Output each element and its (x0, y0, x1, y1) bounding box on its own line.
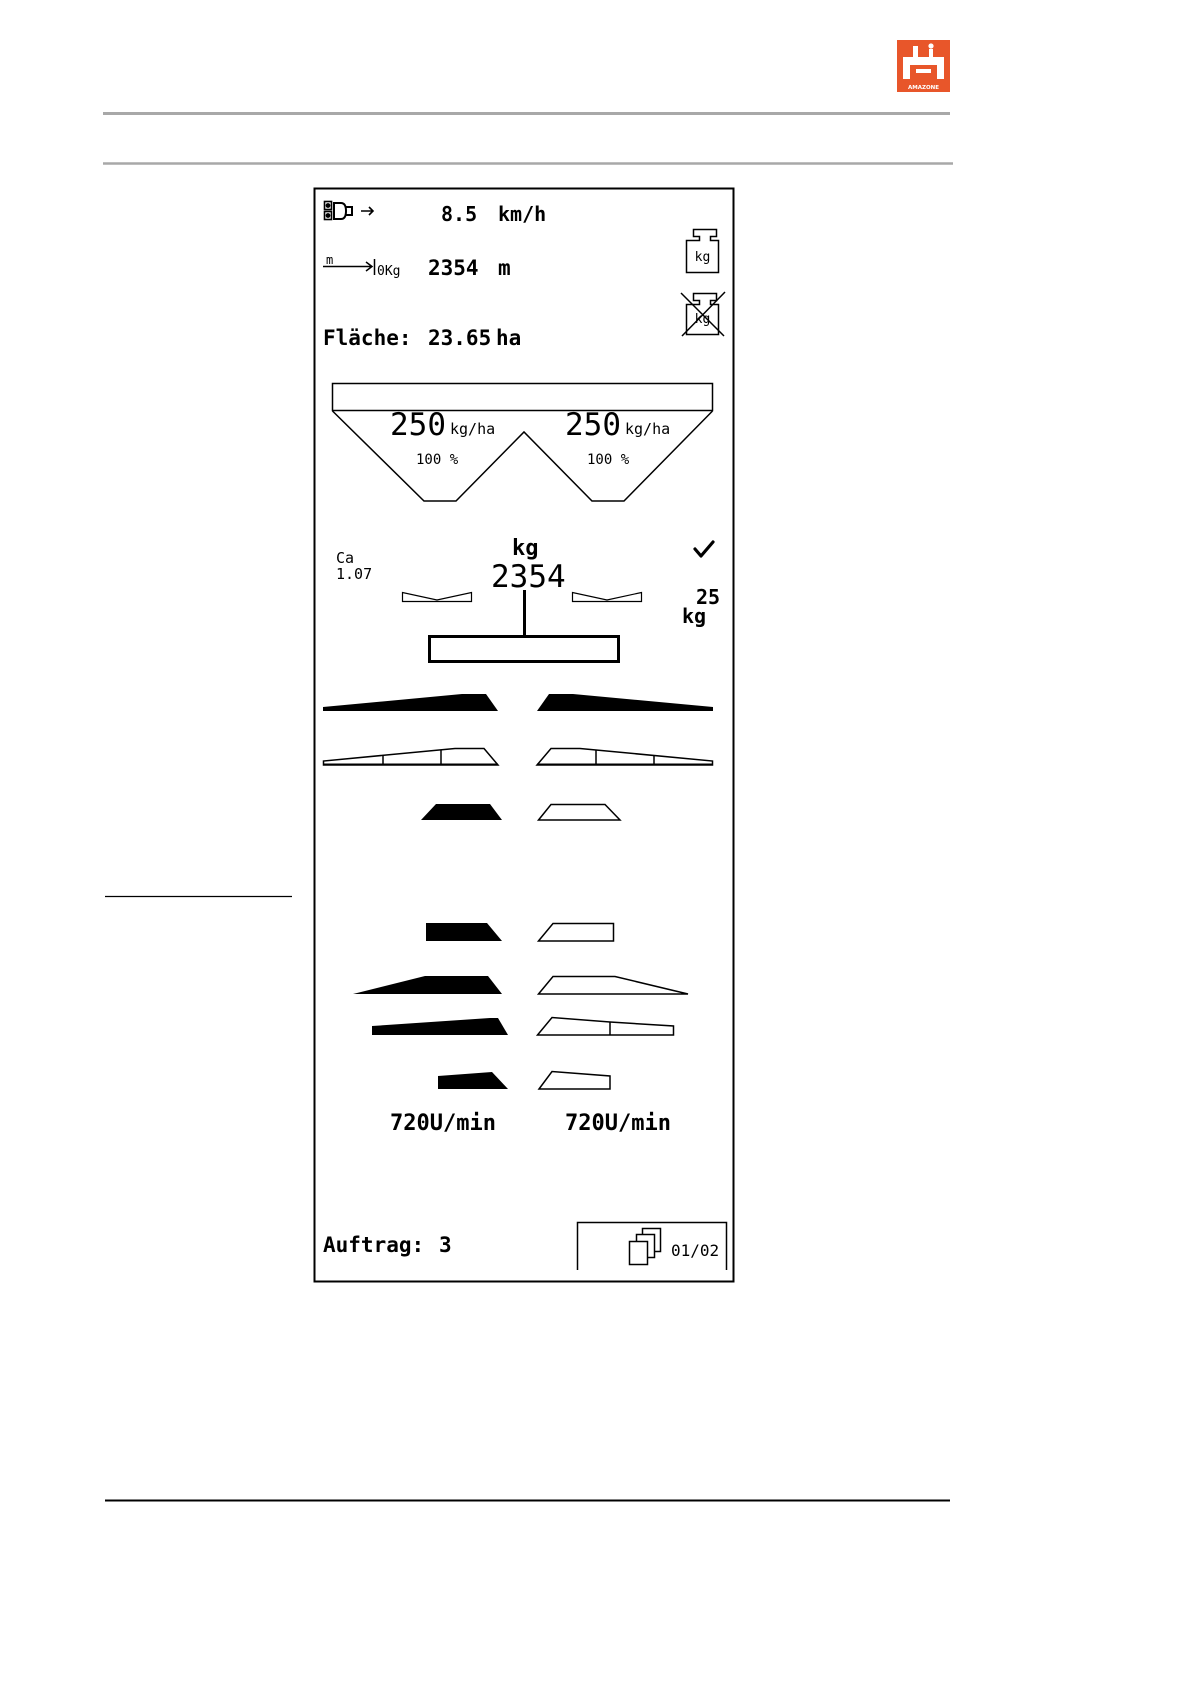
residual-value: 25 (696, 585, 721, 609)
spread-pattern-left-5 (353, 976, 502, 994)
distance-icon-m: m (326, 253, 334, 267)
weight-value: 2354 (491, 559, 566, 595)
scale-off-icon-label: kg (694, 312, 711, 327)
weight-unit: kg (512, 536, 539, 561)
pages-icon (630, 1229, 661, 1265)
spread-pattern-right-1 (537, 694, 713, 711)
spread-pattern-left-6 (372, 1018, 508, 1035)
calibration-factor: 1.07 (336, 565, 373, 583)
spread-pattern-right-6 (538, 1018, 674, 1036)
checkmark-icon (695, 542, 713, 556)
scale-icon (687, 230, 719, 273)
spread-pattern-left-2 (323, 749, 498, 766)
tractor-speed-icon (325, 202, 374, 220)
hopper-right-percent: 100 % (587, 452, 630, 468)
logo-text: AMAZONE (907, 85, 940, 91)
spread-pattern-right-3 (539, 805, 621, 821)
calibration-label: Ca (336, 549, 355, 567)
disc-speed-left: 720U/min (390, 1111, 496, 1136)
hopper-left-rate-unit: kg/ha (450, 420, 496, 438)
spread-pattern-left-1 (323, 694, 498, 711)
page-indicator: 01/02 (671, 1241, 720, 1260)
spread-pattern-right-7 (539, 1072, 610, 1090)
residual-unit: kg (682, 604, 707, 628)
scale-icon-label: kg (694, 250, 711, 265)
spread-pattern-left-4 (426, 923, 502, 941)
amazone-logo (897, 40, 950, 92)
speed-unit: km/h (498, 202, 547, 226)
hopper-right-rate-unit: kg/ha (625, 420, 671, 438)
spread-pattern-right-5 (539, 977, 689, 995)
disc-speed-right: 720U/min (565, 1111, 671, 1136)
weighing-bar (430, 637, 619, 662)
hopper-left-rate: 250 (390, 407, 446, 443)
area-label: Fläche: (323, 326, 412, 350)
order-value: 3 (439, 1233, 452, 1257)
disc-indicator-left (403, 593, 472, 602)
area-value: 23.65 (428, 326, 492, 350)
distance-value: 2354 (428, 256, 479, 280)
hopper-left-percent: 100 % (416, 452, 459, 468)
distance-icon (323, 253, 400, 279)
spread-pattern-left-3 (421, 804, 502, 820)
spread-pattern-right-4 (539, 924, 614, 942)
area-unit: ha (496, 326, 522, 350)
scale-off-icon (681, 292, 725, 336)
spread-pattern-right-2 (537, 749, 713, 766)
distance-unit: m (498, 256, 511, 280)
disc-indicator-right (573, 593, 642, 602)
hopper-right-rate: 250 (565, 407, 621, 443)
speed-value: 8.5 (441, 202, 478, 226)
order-label: Auftrag: (323, 1233, 425, 1257)
distance-icon-target: 0Kg (377, 264, 401, 279)
spread-pattern-left-7 (438, 1072, 508, 1089)
